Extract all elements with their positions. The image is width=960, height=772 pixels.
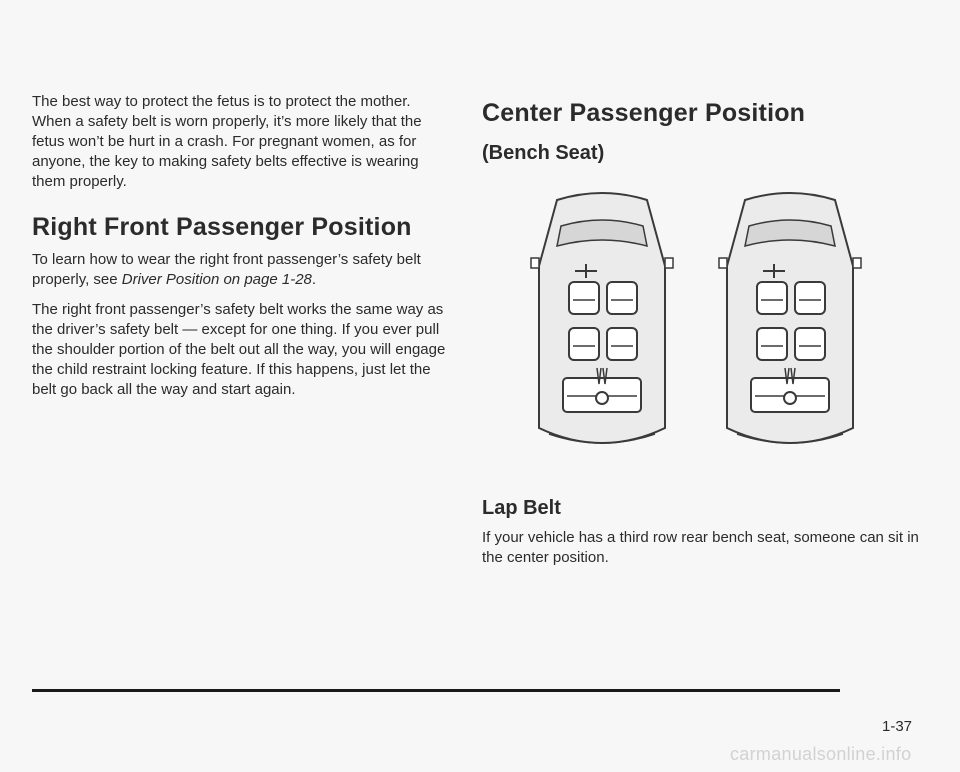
lap-belt-heading: Lap Belt xyxy=(482,497,561,519)
right-front-para-1-lead: To learn how to wear the right front passenger’s safety belt properly, see xyxy=(32,251,421,288)
left-column xyxy=(32,92,447,410)
intro-paragraph: The best way to protect the fetus is to protect the mother. When a safety belt is worn properly, it’s more likely that the fetus won’t be hurt in a crash. For pregnant women, as for anyone, the key to making safety belts effective is wearing them properly. xyxy=(32,93,422,190)
right-front-heading: Right Front Passenger Position xyxy=(32,213,412,241)
right-column xyxy=(482,98,932,166)
bench-seat-subheading: (Bench Seat) xyxy=(482,142,605,164)
right-front-para-1-tail: . xyxy=(311,271,317,288)
page-number: 1-37 xyxy=(882,718,913,735)
driver-position-reference[interactable]: Driver Position on page 1-28 xyxy=(121,271,312,288)
right-front-para-1 xyxy=(32,250,447,290)
lap-belt-text: If your vehicle has a third row rear bench seat, someone can sit in the center position. xyxy=(482,529,919,566)
footer-rule xyxy=(32,689,840,692)
right-front-para-2: The right front passenger’s safety belt works the same way as the driver’s safety belt — except for one thing. If you ever pull the shoulder portion of the belt out all the way, you will engage the child restraint locking feature. If this happens, just let the belt go back all the way and start again. xyxy=(32,301,446,398)
van-seating-illustration xyxy=(525,182,875,454)
center-heading: Center Passenger Position xyxy=(482,99,806,127)
watermark: carmanualsonline.info xyxy=(730,744,912,764)
